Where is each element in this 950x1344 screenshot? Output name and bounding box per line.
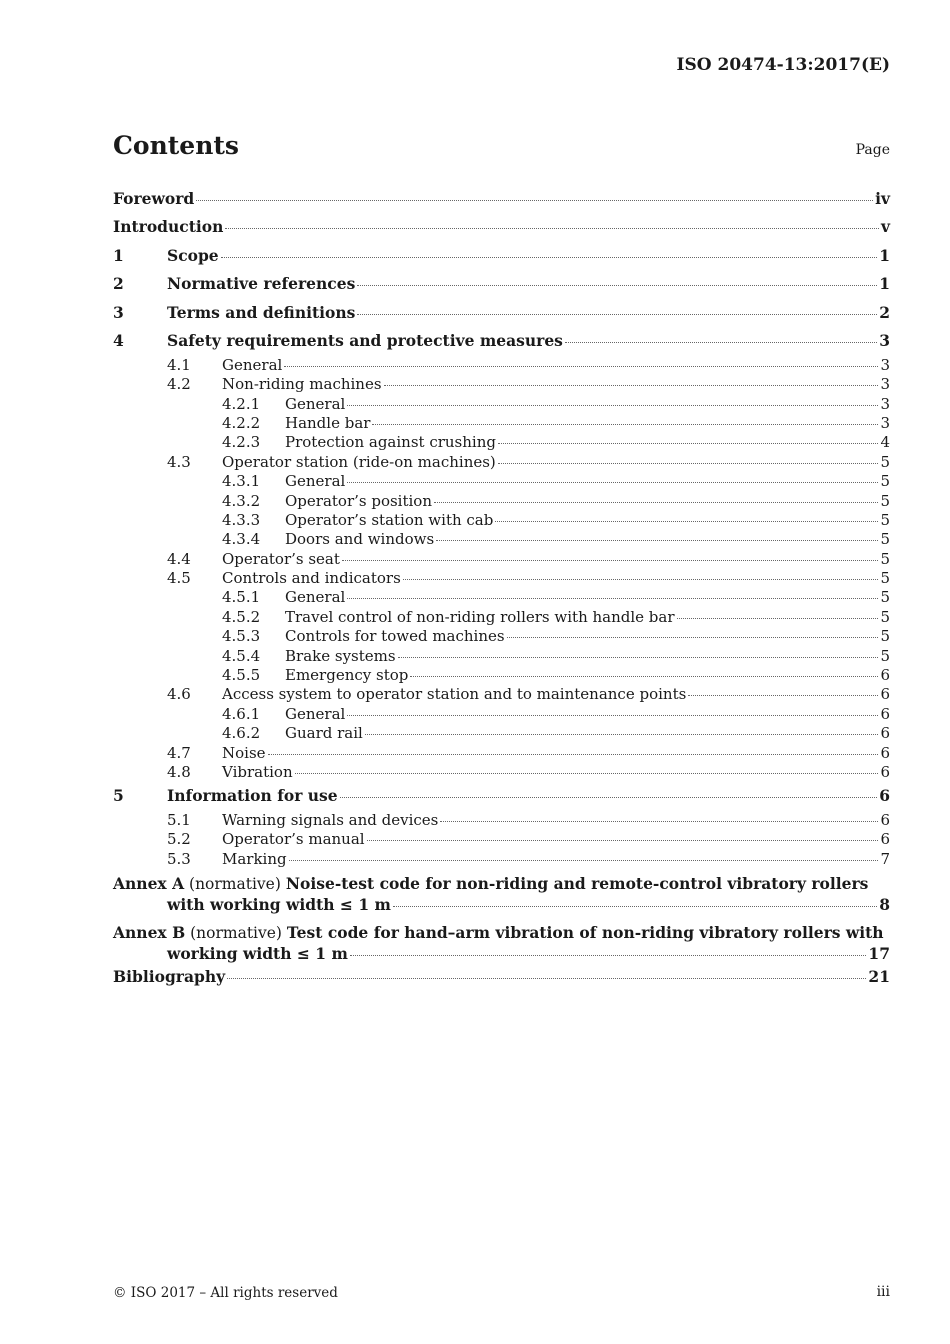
toc-entry-4-3-4[interactable] — [113, 530, 890, 549]
toc-number: 4.5.1 — [222, 588, 261, 607]
toc-number: 4.3.4 — [222, 530, 261, 549]
toc-number: 4.3.2 — [222, 491, 261, 510]
toc-number: 3 — [113, 302, 124, 322]
dot-leader — [393, 905, 877, 907]
dot-leader — [357, 313, 877, 315]
dot-leader — [357, 284, 877, 286]
toc-title: Emergency stop — [285, 666, 409, 685]
toc-page: 17 — [868, 943, 890, 963]
toc-entry-annex-a[interactable] — [113, 874, 890, 914]
toc-page: v — [880, 217, 890, 237]
toc-entry-4-5-1[interactable] — [113, 588, 890, 607]
toc-title: Scope — [167, 245, 219, 265]
toc-number: 5 — [113, 786, 124, 806]
toc-page: 5 — [880, 491, 890, 510]
dot-leader — [434, 501, 878, 503]
toc-number: 5.3 — [167, 849, 191, 868]
toc-page: 5 — [880, 472, 890, 491]
dot-leader — [436, 539, 878, 541]
toc-entry-4-6-2[interactable] — [113, 724, 890, 743]
dot-leader — [342, 559, 879, 561]
toc-page: 2 — [879, 302, 890, 322]
toc-number: 2 — [113, 274, 124, 294]
toc-number: 4.2.3 — [222, 433, 261, 452]
toc-number: 4.6 — [167, 685, 191, 704]
annex-title: Test code for hand–arm vibration of non-riding vibratory rollers with — [286, 923, 884, 943]
dot-leader — [268, 753, 879, 755]
toc-page: 3 — [880, 375, 890, 394]
dot-leader — [498, 442, 878, 444]
toc-title: General — [285, 394, 346, 413]
toc-entry-4-2-1[interactable] — [113, 395, 890, 414]
annex-title-continued: with working width ≤ 1 m — [167, 894, 391, 914]
dot-leader — [295, 772, 879, 774]
toc-page: 4 — [880, 433, 890, 452]
toc-title: Controls and indicators — [222, 569, 401, 588]
toc-number: 4.7 — [167, 743, 191, 762]
toc-title: Noise — [222, 743, 266, 762]
dot-leader — [289, 859, 879, 861]
toc-number: 4.3.3 — [222, 510, 261, 529]
dot-leader — [225, 227, 879, 229]
toc-page: 5 — [880, 510, 890, 529]
dot-leader — [677, 617, 879, 619]
toc-entry-4-5-3[interactable] — [113, 627, 890, 646]
toc-page: 6 — [880, 743, 890, 762]
toc-page: 6 — [880, 810, 890, 829]
toc-page: 6 — [880, 685, 890, 704]
toc-entry-introduction[interactable] — [113, 213, 890, 242]
toc-title: Handle bar — [285, 413, 371, 432]
toc-number: 4.5.2 — [222, 607, 261, 626]
toc-entry-5-1[interactable] — [113, 811, 890, 830]
toc-entry-5-2[interactable] — [113, 830, 890, 849]
toc-entry-4-1[interactable] — [113, 356, 890, 375]
dot-leader — [196, 199, 873, 201]
toc-entry-4-3-2[interactable] — [113, 492, 890, 511]
toc-number: 4.4 — [167, 549, 191, 568]
toc-number: 1 — [113, 245, 124, 265]
toc-number: 4.5.4 — [222, 646, 261, 665]
toc-page: 5 — [880, 646, 890, 665]
toc-entry-4-6[interactable] — [113, 685, 890, 704]
dot-leader — [367, 839, 879, 841]
toc-title: General — [285, 704, 346, 723]
toc-title: Normative references — [167, 274, 356, 294]
document-id: ISO 20474-13:2017(E) — [676, 55, 890, 75]
toc-number: 4.3.1 — [222, 472, 261, 491]
dot-leader — [495, 520, 878, 522]
dot-leader — [227, 977, 866, 979]
toc-title: Marking — [222, 849, 287, 868]
toc-number: 4.2.2 — [222, 413, 261, 432]
toc-page: 6 — [880, 763, 890, 781]
toc-title: Introduction — [113, 217, 224, 237]
toc-entry-4-5[interactable] — [113, 569, 890, 588]
dot-leader — [688, 694, 878, 696]
toc-entry-4-2-3[interactable] — [113, 433, 890, 452]
toc-page: 6 — [879, 786, 890, 806]
toc-entry-foreword[interactable] — [113, 185, 890, 213]
toc-entry-bibliography[interactable] — [113, 963, 890, 992]
toc-page: 5 — [880, 452, 890, 471]
dot-leader — [384, 384, 879, 386]
toc-title: Controls for towed machines — [285, 627, 505, 646]
dot-leader — [372, 423, 878, 425]
toc-page: 21 — [868, 967, 890, 987]
toc-entry-4-2-2[interactable] — [113, 414, 890, 433]
toc-entry-4-4[interactable] — [113, 550, 890, 569]
toc-number: 4.5.3 — [222, 627, 261, 646]
toc-number: 5.2 — [167, 830, 191, 849]
page-number: iii — [876, 1284, 890, 1300]
contents-heading: Contents — [113, 131, 240, 160]
toc-page: 8 — [879, 894, 890, 914]
toc-title: Operator’s station with cab — [285, 510, 494, 529]
toc-title: Information for use — [167, 786, 338, 806]
toc-title: Vibration — [222, 763, 293, 781]
toc-entry-4-5-2[interactable] — [113, 608, 890, 627]
toc-entry-information-for-use[interactable] — [113, 782, 890, 811]
toc-number: 4.1 — [167, 355, 191, 374]
dot-leader — [440, 820, 878, 822]
toc-number: 4.2.1 — [222, 394, 261, 413]
toc-entry-4-8[interactable] — [113, 763, 890, 782]
dot-leader — [347, 714, 878, 716]
toc-title: Warning signals and devices — [222, 810, 439, 829]
toc-entry-4-2[interactable] — [113, 375, 890, 394]
toc-page: 6 — [880, 704, 890, 723]
dot-leader — [284, 365, 878, 367]
toc-entry-4-5-5[interactable] — [113, 666, 890, 685]
toc-number: 4.6.1 — [222, 704, 261, 723]
dot-leader — [565, 341, 877, 343]
table-of-contents — [113, 185, 890, 992]
toc-title: General — [222, 355, 283, 374]
toc-title: Operator’s manual — [222, 830, 365, 849]
toc-number: 4 — [113, 331, 124, 351]
toc-title: Foreword — [113, 189, 195, 208]
dot-leader — [398, 656, 879, 658]
toc-entry-4-7[interactable] — [113, 744, 890, 763]
dot-leader — [507, 636, 879, 638]
toc-title: Bibliography — [113, 967, 226, 987]
toc-title: Doors and windows — [285, 530, 435, 549]
toc-title: Operator’s seat — [222, 549, 340, 568]
toc-entry-normative-references[interactable] — [113, 270, 890, 299]
toc-title: Terms and definitions — [167, 302, 356, 322]
dot-leader — [498, 462, 879, 464]
toc-page: 5 — [880, 549, 890, 568]
toc-title: Operator station (ride-on machines) — [222, 452, 496, 471]
toc-page: 1 — [879, 274, 890, 294]
dot-leader — [347, 404, 878, 406]
annex-title: Noise-test code for non-riding and remote-control vibratory rollers — [285, 874, 869, 894]
toc-number: 4.3 — [167, 452, 191, 471]
toc-page: 3 — [880, 394, 890, 413]
toc-page: 5 — [880, 627, 890, 646]
toc-entry-annex-b[interactable] — [113, 923, 890, 963]
toc-entry-4-5-4[interactable] — [113, 647, 890, 666]
toc-page: 5 — [880, 569, 890, 588]
toc-entry-4-6-1[interactable] — [113, 705, 890, 724]
dot-leader — [221, 256, 878, 258]
toc-entry-5-3[interactable] — [113, 850, 890, 869]
toc-entry-terms-and-definitions[interactable] — [113, 299, 890, 328]
page-column-label: Page — [855, 142, 890, 158]
annex-type: (normative) — [190, 924, 282, 943]
toc-title: Operator’s position — [285, 491, 432, 510]
toc-page: 1 — [879, 245, 890, 265]
toc-number: 4.5 — [167, 569, 191, 588]
toc-title: Guard rail — [285, 724, 363, 743]
toc-page: 6 — [880, 724, 890, 743]
annex-label: Annex B — [113, 923, 186, 943]
dot-leader — [403, 578, 879, 580]
dot-leader — [350, 954, 867, 956]
toc-entry-4-3[interactable] — [113, 453, 890, 472]
annex-label: Annex A — [113, 874, 185, 894]
toc-entry-safety-requirements[interactable] — [113, 327, 890, 356]
toc-page: 5 — [880, 588, 890, 607]
toc-page: 5 — [880, 607, 890, 626]
toc-number: 4.2 — [167, 375, 191, 394]
dot-leader — [340, 796, 878, 798]
toc-page: 3 — [879, 331, 890, 351]
toc-page: 5 — [880, 530, 890, 549]
toc-title: Non-riding machines — [222, 375, 382, 394]
toc-page: 7 — [880, 849, 890, 868]
toc-number: 4.8 — [167, 763, 191, 781]
toc-entry-scope[interactable] — [113, 242, 890, 271]
copyright-notice: © ISO 2017 – All rights reserved — [113, 1285, 338, 1301]
toc-number: 4.5.5 — [222, 666, 261, 685]
toc-page: 3 — [880, 355, 890, 374]
toc-number: 5.1 — [167, 810, 191, 829]
toc-page: iv — [875, 189, 890, 208]
toc-page: 3 — [880, 413, 890, 432]
toc-title: Brake systems — [285, 646, 396, 665]
toc-entry-4-3-1[interactable] — [113, 472, 890, 491]
toc-title: General — [285, 472, 346, 491]
dot-leader — [410, 675, 878, 677]
toc-title: Safety requirements and protective measures — [167, 331, 563, 351]
toc-page: 6 — [880, 830, 890, 849]
toc-title: General — [285, 588, 346, 607]
dot-leader — [365, 733, 879, 735]
toc-title: Travel control of non-riding rollers with handle bar — [285, 607, 675, 626]
toc-number: 4.6.2 — [222, 724, 261, 743]
dot-leader — [347, 597, 878, 599]
dot-leader — [347, 481, 878, 483]
annex-title-continued: working width ≤ 1 m — [167, 943, 348, 963]
toc-page: 6 — [880, 666, 890, 685]
toc-title: Protection against crushing — [285, 433, 496, 452]
toc-entry-4-3-3[interactable] — [113, 511, 890, 530]
toc-title: Access system to operator station and to maintenance points — [222, 685, 687, 704]
annex-type: (normative) — [189, 875, 281, 894]
